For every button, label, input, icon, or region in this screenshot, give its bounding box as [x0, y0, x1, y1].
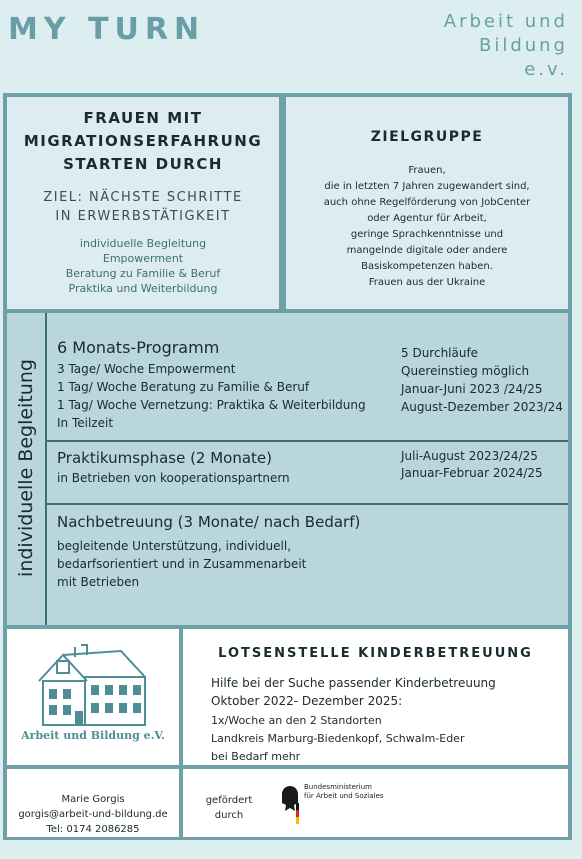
schedule-line: In Teilzeit	[57, 416, 114, 430]
target-line: auch ohne Regelförderung von JobCenter	[323, 197, 531, 208]
list-item: Praktika und Weiterbildung	[68, 282, 218, 295]
internship-dates	[401, 448, 543, 482]
contact-email[interactable]: gorgis@arbeit-und-bildung.de	[18, 809, 168, 820]
target-line: mangelnde digitale oder andere	[346, 245, 508, 256]
contact-name: Marie Gorgis	[61, 794, 125, 805]
ministry-line: für Arbeit und Soziales	[304, 792, 384, 800]
funded-line: gefördert	[205, 795, 253, 806]
goal-line: IN ERWERBSTÄTIGKEIT	[55, 209, 231, 224]
program-dates	[401, 344, 563, 416]
target-group-panel	[286, 97, 568, 309]
schedule-line: 1 Tag/ Woche Vernetzung: Praktika & Weiterbildung	[57, 398, 366, 412]
org-name	[444, 10, 568, 82]
logo-panel	[7, 629, 179, 765]
intro-heading-line: FRAUEN MIT	[83, 109, 203, 127]
ministry-name	[304, 783, 383, 801]
funded-by-text	[199, 793, 259, 823]
goal-line: ZIEL: NÄCHSTE SCHRITTE	[43, 190, 243, 205]
target-group-heading: ZIELGRUPPE	[370, 129, 484, 145]
childcare-panel	[183, 629, 568, 765]
childcare-line: 1x/Woche an den 2 Standorten	[211, 714, 382, 727]
childcare-heading: LOTSENSTELLE KINDERBETREUUNG	[218, 646, 533, 661]
org-name-line: Arbeit und	[443, 11, 568, 32]
childcare-line: bei Bedarf mehr	[211, 750, 301, 763]
house-logo-icon	[35, 641, 153, 729]
list-item: Beratung zu Familie & Beruf	[65, 267, 221, 280]
date-line: August-Dezember 2023/24	[401, 400, 563, 414]
date-line: Januar-Februar 2024/25	[401, 466, 543, 480]
schedule-line: 1 Tag/ Woche Beratung zu Familie & Beruf	[57, 380, 310, 394]
divider	[47, 503, 568, 505]
list-item: individuelle Begleitung	[79, 237, 207, 250]
internship-title: Praktikumsphase (2 Monate)	[57, 449, 273, 467]
divider	[45, 313, 47, 625]
childcare-line: Landkreis Marburg-Biedenkopf, Schwalm-Eder	[211, 732, 465, 745]
program-intro-panel	[7, 97, 279, 309]
intro-heading	[7, 107, 279, 176]
list-item: Empowerment	[102, 252, 184, 265]
internship-text: in Betrieben von kooperationspartnern	[57, 471, 290, 485]
date-line: Januar-Juni 2023 /24/25	[401, 382, 543, 396]
intro-heading-line: MIGRATIONSERFAHRUNG	[23, 132, 263, 150]
contact-details	[7, 792, 179, 837]
intro-heading-line: STARTEN DURCH	[63, 155, 223, 173]
program-title: 6 Monats-Programm	[57, 338, 220, 357]
date-line: Juli-August 2023/24/25	[401, 449, 538, 463]
date-line: 5 Durchläufe	[401, 346, 479, 360]
org-name-line: e.v.	[524, 59, 568, 80]
contact-phone: Tel: 0174 2086285	[46, 824, 140, 835]
federal-eagle-icon	[279, 783, 301, 825]
childcare-text-details	[211, 712, 464, 766]
org-name-line: Bildung	[478, 35, 568, 56]
childcare-line: Hilfe bei der Suche passender Kinderbetreuung	[211, 676, 496, 690]
aftercare-line: begleitende Unterstützung, individuell,	[57, 539, 292, 553]
aftercare-line: bedarfsorientiert und in Zusammenarbeit	[57, 557, 307, 571]
page-title: MY TURN	[8, 12, 206, 47]
aftercare-line: mit Betrieben	[57, 575, 140, 589]
schedule-line: 3 Tage/ Woche Empowerment	[57, 362, 236, 376]
target-line: Frauen,	[408, 165, 446, 176]
aftercare-text	[57, 537, 306, 591]
childcare-line: Oktober 2022- Dezember 2025:	[211, 694, 403, 708]
program-schedule	[57, 360, 366, 432]
ministry-line: Bundesministerium	[304, 783, 372, 791]
target-line: Frauen aus der Ukraine	[368, 277, 486, 288]
date-line: Quereinstieg möglich	[401, 364, 530, 378]
childcare-text-main	[211, 674, 496, 710]
focus-list	[7, 236, 279, 296]
divider	[279, 97, 286, 309]
funded-line: durch	[214, 810, 244, 821]
target-line: oder Agentur für Arbeit,	[367, 213, 487, 224]
side-label: individuelle Begleitung	[15, 359, 37, 577]
goal-text	[7, 188, 279, 226]
funder-panel	[183, 769, 568, 837]
target-line: Basiskompetenzen haben.	[361, 261, 493, 272]
contact-panel	[7, 769, 179, 837]
divider	[47, 440, 568, 442]
aftercare-title: Nachbetreuung (3 Monate/ nach Bedarf)	[57, 513, 361, 531]
target-line: die in letzten 7 Jahren zugewandert sind,	[324, 181, 530, 192]
logo-caption: Arbeit und Bildung e.V.	[21, 729, 165, 742]
target-line: geringe Sprachkenntnisse und	[350, 229, 504, 240]
target-group-text	[286, 163, 568, 291]
